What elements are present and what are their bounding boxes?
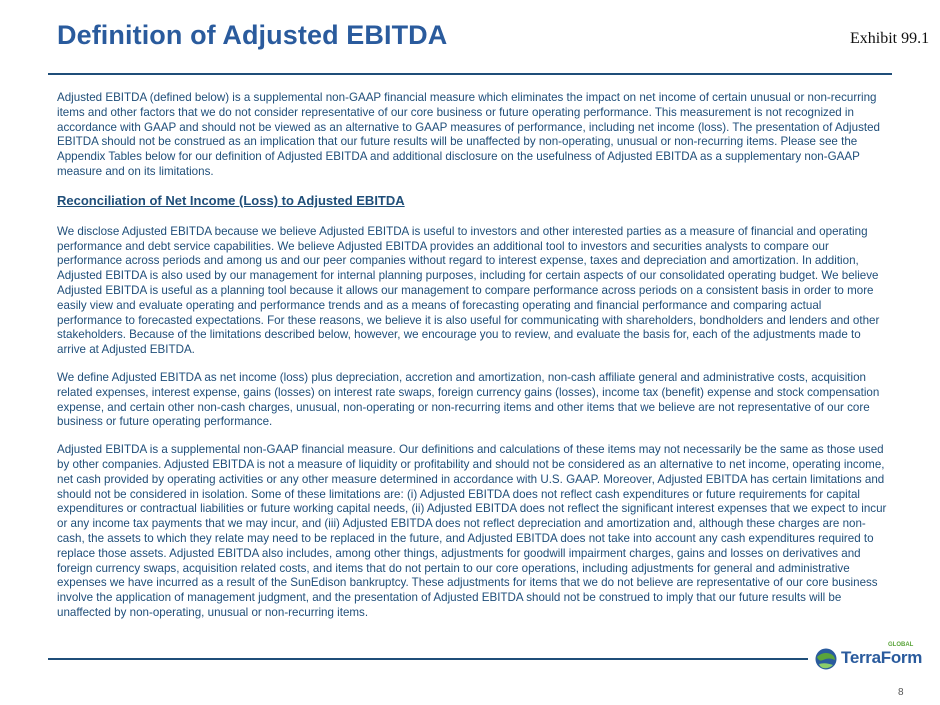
- intro-paragraph: Adjusted EBITDA (defined below) is a supplemental non-GAAP financial measure which eliminates the impact on net income of certain unusual or non-recurring items and other factors that we do not consider representative of our core business or future operating performance. This measurement is not recognized in accordance with GAAP and should not be viewed as an alternative to GAAP measures of performance, including net income (loss). The presentation of Adjusted EBITDA should not be construed as an implication that our future results will be unaffected by non-operating, unusual or non-recurring items. Please see the Appendix Tables below for our definition of Adjusted EBITDA and additional disclosure on the usefulness of Adjusted EBITDA as a supplementary non-GAAP measure and on its limitations.: [57, 91, 880, 178]
- logo-tagline: GLOBAL: [888, 642, 914, 648]
- definition-paragraph: We define Adjusted EBITDA as net income (loss) plus depreciation, accretion and amortization, non-cash affiliate general and administrative costs, acquisition related expenses, interest expense, gains (losses) on interest rate swaps, foreign currency gains (losses), income tax (benefit) expense and stock compensation expense, and certain other non-cash charges, unusual, non-operating or non-recurring items and other items that we believe are not representative of our core business or future operating performance.: [57, 370, 880, 429]
- section-heading: Reconciliation of Net Income (Loss) to Adjusted EBITDA: [57, 192, 405, 208]
- footer-divider: [48, 658, 808, 660]
- globe-icon: [813, 645, 841, 673]
- document-body: [57, 91, 887, 634]
- page-title: Definition of Adjusted EBITDA: [57, 20, 448, 50]
- limitations-paragraph: Adjusted EBITDA is a supplemental non-GAAP financial measure. Our definitions and calculations of these items may not necessarily be the same as those used by other companies. Adjusted EBITDA is not a measure of liquidity or profitability and should not be considered as an alternative to net income, operating income, net cash provided by operating activities or any other measure determined in accordance with U.S. GAAP. Moreover, Adjusted EBITDA has certain limitations and should not be considered in isolation. Some of these limitations are: (i) Adjusted EBITDA does not reflect cash expenditures or future requirements for capital expenditures or contractual liabilities or future working capital needs, (ii) Adjusted EBITDA does not reflect the significant interest expenses that we expect to incur or any income tax payments that we may incur, and (iii) Adjusted EBITDA does not reflect depreciation and amortization and, although these charges are non-cash, the assets to which they relate may need to be replaced in the future, and Adjusted EBITDA does not take into account any cash expenditures required to replace those assets. Adjusted EBITDA also includes, among other things, adjustments for goodwill impairment charges, gains and losses on derivatives and foreign currency swaps, acquisition related costs, and items that do not pertain to our core operations, including adjustments for general and administrative expenses we have incurred as a result of the SunEdison bankruptcy. These adjustments for items that we do not believe are representative of our core business involve the application of management judgment, and the presentation of Adjusted EBITDA should not be construed to imply that our future results will be unaffected by non-operating, unusual or non-recurring items.: [57, 443, 887, 619]
- logo-wordmark: TerraForm: [841, 648, 923, 667]
- usefulness-paragraph: We disclose Adjusted EBITDA because we believe Adjusted EBITDA is useful to investors and other interested parties as a measure of financial and operating performance and debt service capabilities. We believe Adjusted EBITDA provides an additional tool to investors and securities analysts to compare our performance across periods and among us and our peer companies without regard to interest expense, taxes and depreciation and amortization. In addition, Adjusted EBITDA is also used by our management for internal planning purposes, including for certain aspects of our consolidated operating budget. We believe Adjusted EBITDA is useful as a planning tool because it allows our management to compare performance across periods on a consistent basis in order to more easily view and evaluate operating and performance trends and as a means of forecasting operating and financial performance and comparing actual performance to forecasted expectations. For these reasons, we believe it is also useful for communicating with shareholders, bondholders and lenders and other stakeholders. Because of the limitations described below, however, we encourage you to review, and evaluate the basis for, each of the adjustments made to arrive at Adjusted EBITDA.: [57, 224, 880, 357]
- terraform-logo: [813, 642, 923, 676]
- page-number: 8: [898, 687, 904, 698]
- header-divider: [48, 73, 892, 75]
- exhibit-label: Exhibit 99.1: [850, 30, 930, 47]
